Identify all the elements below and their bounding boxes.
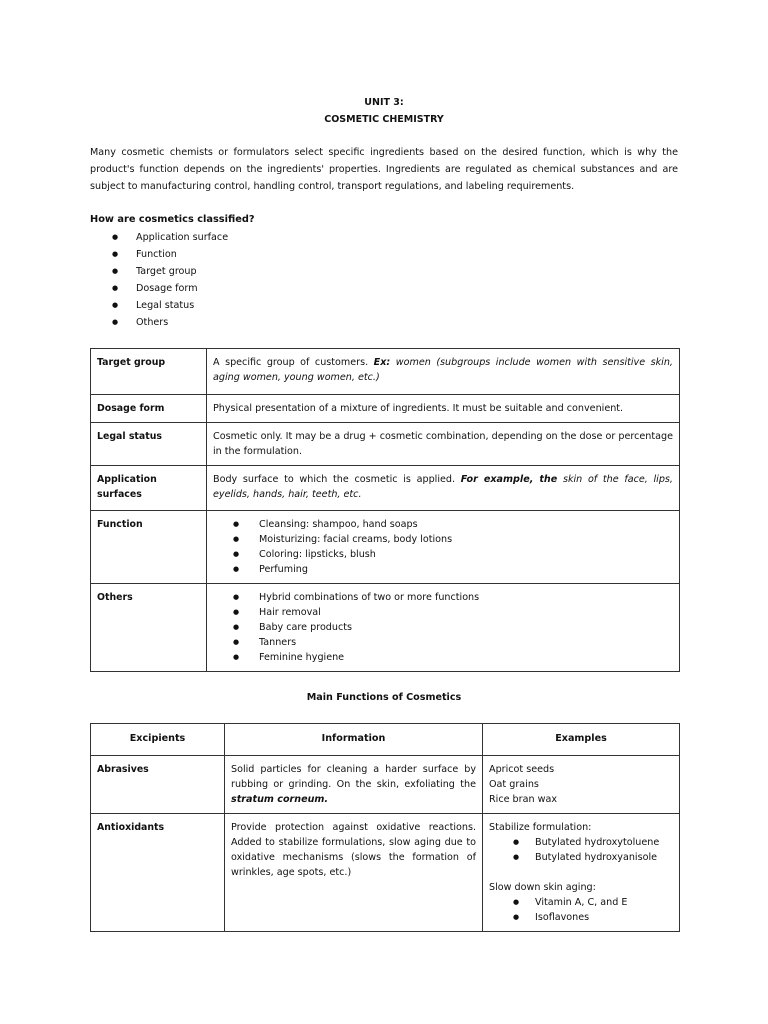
- excipient-info: Solid particles for cleaning a harder surface by rubbing or grinding. On the skin, exfoliating the stratum corneum.: [225, 756, 483, 814]
- classification-list: [112, 229, 228, 331]
- excipient-name: Abrasives: [91, 756, 225, 814]
- column-header: Excipients: [91, 724, 225, 756]
- list-item: ● Baby care products: [213, 620, 673, 635]
- list-item: ● Butylated hydroxyanisole: [489, 850, 673, 865]
- table-row: [91, 511, 680, 584]
- example-list: [489, 895, 673, 925]
- page-title: COSMETIC CHEMISTRY: [324, 114, 444, 125]
- excipient-examples: [483, 756, 680, 814]
- table-row: [91, 584, 680, 672]
- table-row: [91, 814, 680, 932]
- list-item: ● Function: [112, 246, 228, 263]
- list-item: ● Isoflavones: [489, 910, 673, 925]
- list-item: ● Target group: [112, 263, 228, 280]
- intro-paragraph: Many cosmetic chemists or formulators select specific ingredients based on the desired function, which is why the product's function depends on the ingredients' properties. Ingredients are regulated as chemical substances and are subject to manufacturing control, handling control, transport regulations, and labeling requirements.: [90, 147, 678, 192]
- list-item: ● Perfuming: [213, 562, 673, 577]
- list-item: ● Moisturizing: facial creams, body lotions: [213, 532, 673, 547]
- classification-table: [90, 348, 680, 672]
- row-description: Physical presentation of a mixture of ingredients. It must be suitable and convenient.: [207, 395, 680, 423]
- table-row: [91, 466, 680, 511]
- column-header: Examples: [483, 724, 680, 756]
- row-label: Application surfaces: [91, 466, 207, 511]
- table-row: [91, 756, 680, 814]
- row-label: Dosage form: [91, 395, 207, 423]
- row-label: Function: [91, 511, 207, 584]
- list-item: ● Tanners: [213, 635, 673, 650]
- list-item: ● Others: [112, 314, 228, 331]
- row-description: [207, 584, 680, 672]
- classification-question: How are cosmetics classified?: [90, 214, 255, 225]
- list-item: ● Coloring: lipsticks, blush: [213, 547, 673, 562]
- excipient-info: Provide protection against oxidative reactions. Added to stabilize formulations, slow aging due to oxidative mechanisms (slows the formation of wrinkles, age spots, etc.): [225, 814, 483, 932]
- row-label: Target group: [91, 349, 207, 395]
- list-item: ● Vitamin A, C, and E: [489, 895, 673, 910]
- row-label: Legal status: [91, 423, 207, 466]
- table-row: [91, 395, 680, 423]
- function-list: [213, 517, 673, 577]
- list-item: ● Butylated hydroxytoluene: [489, 835, 673, 850]
- unit-number: UNIT 3:: [364, 97, 404, 108]
- list-item: ● Hybrid combinations of two or more functions: [213, 590, 673, 605]
- example-group-heading: Slow down skin aging:: [489, 882, 596, 893]
- others-list: [213, 590, 673, 665]
- example-item: Apricot seeds: [489, 764, 555, 775]
- functions-table-title: Main Functions of Cosmetics: [306, 692, 462, 703]
- example-group-heading: Stabilize formulation:: [489, 822, 592, 833]
- row-description: A specific group of customers. Ex: women (subgroups include women with sensitive skin, aging women, young women, etc.): [207, 349, 680, 395]
- row-description: [207, 511, 680, 584]
- list-item: ● Dosage form: [112, 280, 228, 297]
- list-item: ● Feminine hygiene: [213, 650, 673, 665]
- row-label: Others: [91, 584, 207, 672]
- functions-table: [90, 723, 680, 932]
- list-item: ● Hair removal: [213, 605, 673, 620]
- excipient-name: Antioxidants: [91, 814, 225, 932]
- example-list: [489, 835, 673, 865]
- list-item: ● Cleansing: shampoo, hand soaps: [213, 517, 673, 532]
- list-item: ● Legal status: [112, 297, 228, 314]
- example-item: Rice bran wax: [489, 794, 558, 805]
- list-item: ● Application surface: [112, 229, 228, 246]
- example-item: Oat grains: [489, 779, 539, 790]
- table-row: [91, 349, 680, 395]
- table-row: [91, 423, 680, 466]
- table-header-row: [91, 724, 680, 756]
- row-description: Cosmetic only. It may be a drug + cosmetic combination, depending on the dose or percentage in the formulation.: [207, 423, 680, 466]
- row-description: Body surface to which the cosmetic is applied. For example, the skin of the face, lips, eyelids, hands, hair, teeth, etc.: [207, 466, 680, 511]
- column-header: Information: [225, 724, 483, 756]
- excipient-examples: [483, 814, 680, 932]
